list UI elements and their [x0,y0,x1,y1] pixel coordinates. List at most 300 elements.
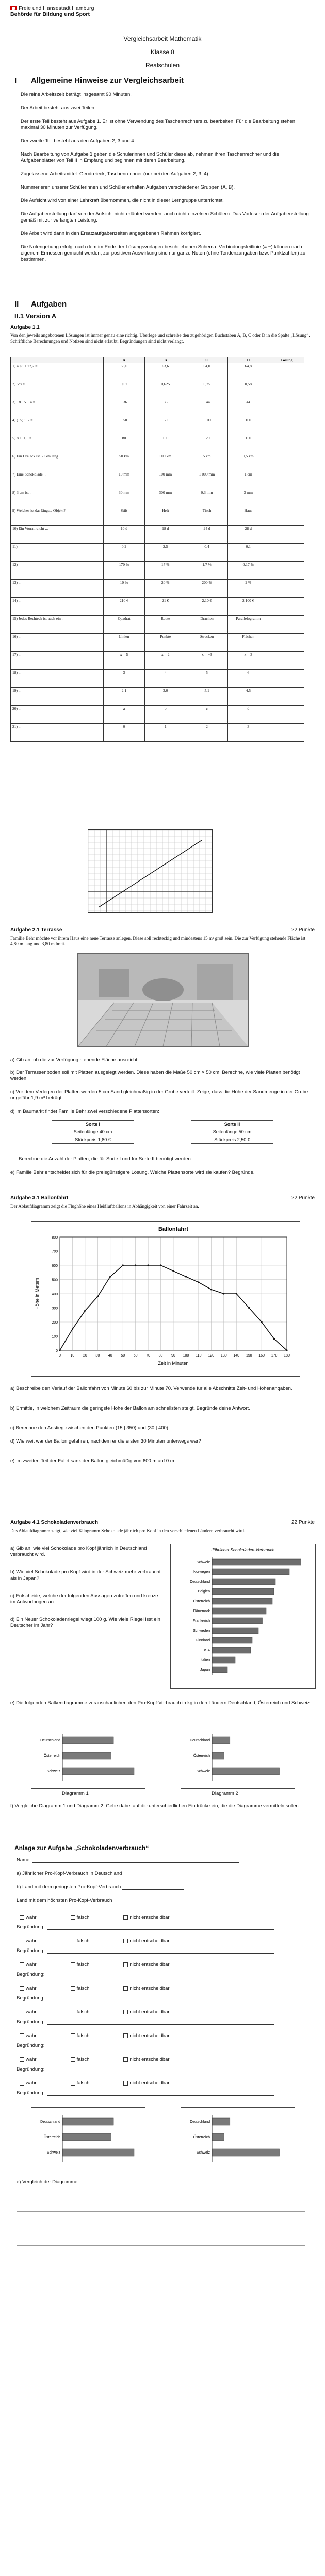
answer-cell[interactable] [269,399,304,417]
name-field[interactable] [32,1857,239,1863]
answer-checkbox[interactable] [20,2057,24,2062]
x-tick-label: 160 [258,1354,265,1358]
diagram-bar [212,2133,224,2141]
task-1-intro: Von den jeweils angebotenen Lösungen ist immer genau eine richtig. Überlege und schreibe den zugehörigen Buchstaben A, B, C oder D in die Spalte „Lösung“. Schriftliche Berechnungen und Notizen sind nicht erlaubt. Begründungen sind nicht verlangt. [10,333,310,344]
reason-row [17,2019,305,2025]
task-3b: b) Ermittle, in welchem Zeitraum die geringste Höhe der Ballon am schnellsten steigt. Begründe deine Antwort. [10,1405,250,1411]
checkbox-label: wahr [26,2009,37,2015]
table-row [11,598,304,616]
table-row [11,381,304,399]
question-cell: 11) [11,544,104,562]
answer-checkbox[interactable] [123,1986,128,1991]
checkbox-label: wahr [26,2080,37,2086]
hint-item: Nummerieren unserer Schülerinnen und Schüler erhalten Aufgaben verschiedener Gruppen (A, B). [21,184,235,190]
chart-title: Ballonfahrt [158,1226,189,1232]
answer-checkbox[interactable] [123,1939,128,1943]
answer-field-3[interactable] [113,1897,175,1903]
section-2-heading: II Aufgaben [14,300,67,309]
question-cell: 5) 80 · 1,5 = [11,435,104,453]
data-point [273,1338,275,1340]
choice-row [17,2080,305,2086]
chocolate-chart-title: Jährlicher Schokoladen-Verbrauch [211,1548,275,1552]
answer-checkbox[interactable] [71,2010,75,2014]
option-cell: 0,17 % [228,562,269,580]
option-cell: 0,3 mm [186,489,228,507]
choice-row [17,1914,305,1920]
country-label: Deutschland [190,1580,210,1584]
option-cell: Tisch [186,507,228,526]
option-cell: 30 mm [103,489,144,507]
answer-checkbox[interactable] [20,2081,24,2086]
option-cell: x = 5 [103,652,144,670]
reason-field[interactable] [47,2066,274,2072]
title-subject: Vergleichsarbeit Mathematik [123,35,202,42]
option-cell: 3 mm [228,489,269,507]
checkbox-label: nicht entscheidbar [129,2009,170,2015]
option-cell: 0,5 km [228,453,269,471]
reason-row [17,2066,305,2072]
option-cell: 64,8 [228,363,269,381]
option-cell: x = 2 [145,652,186,670]
option-cell: 210 € [103,598,144,616]
question-cell: 2) 5/8 = [11,381,104,399]
option-cell: c [186,706,228,724]
table-row [11,526,304,544]
option-cell: Quadrat [103,616,144,634]
task-3e: e) Im zweiten Teil der Fahrt sank der Ballon gleichmäßig von 600 m auf 0 m. [10,1458,176,1464]
reason-row [17,1995,305,2001]
option-cell: 10 % [103,580,144,598]
country-bar [212,1569,289,1575]
task-2e: e) Familie Behr entscheidet sich für die preisgünstigere Lösung. Welche Plattensorte wird sie kaufen? Begründe. [10,1170,255,1175]
diagram-bar [212,1737,230,1744]
answer-cell[interactable] [269,652,304,670]
writing-line[interactable] [17,2238,305,2246]
data-point [160,1264,161,1266]
option-cell: 2 % [228,580,269,598]
data-point [109,1276,111,1277]
answer-cell[interactable] [269,471,304,489]
reason-label: Begründung: [17,2066,45,2072]
answer-checkbox[interactable] [123,1915,128,1920]
option-cell: Flächen [228,634,269,652]
country-bar [212,1628,258,1634]
answer-checkbox[interactable] [20,1939,24,1943]
title-block [0,32,325,72]
answer-checkbox[interactable] [123,2010,128,2014]
diagram-bar [62,2118,113,2125]
checkbox-label: falsch [76,1914,90,1920]
option-cell: 18 d [145,526,186,544]
hint-item: Der Arbeit besteht aus zwei Teilen. [21,105,96,111]
answer-checkbox[interactable] [123,1962,128,1967]
option-cell: 36 [145,399,186,417]
diagram-1-label: Diagramm 1 [62,1791,89,1797]
diagram-bar [212,2149,280,2156]
option-cell: −36 [103,399,144,417]
answer-name-row: Name: [17,1857,305,1863]
option-cell: 120 [186,435,228,453]
answer-cell[interactable] [269,598,304,616]
writing-line[interactable] [17,2227,305,2234]
answer-checkbox[interactable] [71,1986,75,1991]
answer-cell[interactable] [269,435,304,453]
data-point [135,1264,136,1266]
task-3d: d) Wie weit war der Ballon gefahren, nachdem er die ersten 30 Minuten unterwegs war? [10,1438,201,1444]
option-cell: Drachen [186,616,228,634]
data-point [248,1307,250,1309]
reason-row [17,1971,305,1977]
option-cell: 3 [103,670,144,688]
option-cell: 5 [186,670,228,688]
country-bar [212,1588,274,1595]
data-point [210,1289,212,1290]
option-cell: 63,6 [145,363,186,381]
question-cell: 16) ... [11,634,104,652]
answer-cell[interactable] [269,507,304,526]
diagram-2-label: Diagramm 2 [212,1791,238,1797]
table-row [11,435,304,453]
country-bar [212,1608,266,1614]
task-2b: b) Der Terrassenboden soll mit Platten ausgelegt werden. Diese haben die Maße 50 cm × 50 cm. Berechne, wie viele Platten benötigt werden. [10,1070,300,1081]
answer-checkbox[interactable] [71,2057,75,2062]
checkbox-label: wahr [26,2033,37,2039]
task-2-intro: Familie Behr möchte vor ihrem Haus eine neue Terrasse anlegen. Diese soll rechteckig und mindestens 15 m² groß sein. Die zur Verfügung stehende Fläche ist 4,80 m lang und 3,80 m breit. [10,936,306,946]
answer-cell[interactable] [269,381,304,399]
table-row [11,453,304,471]
choice-row [17,1962,305,1968]
option-cell: 17 % [145,562,186,580]
question-cell: 18) ... [11,670,104,688]
header-authority: Freie und Hansestadt Hamburg [19,5,94,11]
answer-cell[interactable] [269,544,304,562]
option-cell: 0,1 [228,544,269,562]
option-cell: 100 [228,417,269,435]
x-tick-label: 40 [108,1354,112,1358]
option-cell: 4,5 [228,688,269,706]
x-tick-label: 0 [59,1354,61,1358]
x-tick-label: 180 [284,1354,290,1358]
option-cell: 2,10 € [186,598,228,616]
table-row [11,471,304,489]
checkbox-label: falsch [76,1986,90,1991]
answer-checkbox[interactable] [20,1915,24,1920]
reason-field[interactable] [47,2090,274,2096]
reason-label: Begründung: [17,2019,45,2025]
table-row [11,417,304,435]
reason-field[interactable] [47,1924,274,1930]
reason-label: Begründung: [17,1948,45,1954]
option-cell: 20 % [145,580,186,598]
balloon-chart [31,1221,300,1377]
bar-diagram-2 [181,1726,295,1789]
diagram-bar [62,1737,113,1744]
data-point [261,1321,263,1323]
x-tick-label: 60 [133,1354,138,1358]
diagram-country-label: Schweiz [46,2151,60,2155]
checkbox-label: nicht entscheidbar [129,1914,170,1920]
option-cell: x = −3 [186,652,228,670]
reason-field[interactable] [47,1971,274,1977]
table-row [11,634,304,652]
answer-cell[interactable] [269,670,304,688]
option-cell: 1 [145,724,186,742]
x-tick-label: 20 [83,1354,87,1358]
data-point [97,1296,99,1297]
answer-checkbox[interactable] [71,1915,75,1920]
answer-cell[interactable] [269,489,304,507]
choice-row [17,2009,305,2015]
data-point [72,1328,73,1330]
table-row [11,670,304,688]
hint-item: Der zweite Teil besteht aus den Aufgaben 2, 3 und 4. [21,138,136,144]
x-tick-label: 70 [146,1354,151,1358]
data-point [198,1281,199,1283]
question-cell: 4) (−5)² · 2 = [11,417,104,435]
task-3c: c) Berechne den Anstieg zwischen den Punkten (15 | 350) und (30 | 400). [10,1425,170,1431]
hint-item: Nach Bearbeitung von Aufgabe 1 geben die Schülerinnen und Schüler diese ab, nehmen ihren Taschenrechner und die Aufgabenblätter von Teil II in Empfang und beginnen mit deren Bearbeitung. [21,151,280,163]
y-tick-label: 600 [52,1264,58,1268]
checkbox-label: wahr [26,1986,37,1991]
option-cell: 21 € [145,598,186,616]
task-3-intro: Der Ablaufdiagramm zeigt die Flughöhe eines Heißluftballons in Abhängigkeit von einer Fahrzeit an. [10,1204,199,1209]
reason-field[interactable] [47,1947,274,1954]
choice-row [17,1986,305,1991]
option-cell: Parallelogramm [228,616,269,634]
answer-diagram-1 [31,2107,145,2170]
data-point [223,1293,224,1294]
option-cell: 50 [145,417,186,435]
country-bar [212,1618,263,1624]
plate-sort-1: Sorte I Seitenlänge 40 cm Stückpreis 1,80 € [52,1120,134,1144]
answer-checkbox[interactable] [71,2033,75,2038]
chocolate-chart [170,1544,316,1689]
option-cell: 200 % [186,580,228,598]
answer-checkbox[interactable] [71,2081,75,2086]
answer-checkbox[interactable] [123,2033,128,2038]
task-2d: d) Im Baumarkt findet Familie Behr zwei verschiedene Plattensorten: [10,1109,159,1114]
writing-line[interactable] [17,2215,305,2223]
diagram-country-label: Deutschland [190,1739,210,1742]
table-row [11,580,304,598]
diagram-bar [62,1768,134,1775]
option-cell: 4 [145,670,186,688]
choice-row [17,2033,305,2039]
country-label: Japan [200,1668,210,1672]
answer-checkbox[interactable] [123,2081,128,2086]
option-cell: 150 [228,435,269,453]
task-3-heading: Aufgabe 3.1 Ballonfahrt 22 Punkte [10,1195,315,1201]
question-cell: 17) ... [11,652,104,670]
answer-cell[interactable] [269,706,304,724]
answer-cell[interactable] [269,562,304,580]
option-cell: Stift [103,507,144,526]
task-2c: c) Vor dem Verlegen der Platten werden 5 cm Sand gleichmäßig in der Grube verteilt. Zeige, dass die Höhe der Sandmenge in der Grube ungefähr 1,9 m³ beträgt. [10,1089,308,1101]
data-point [148,1264,149,1266]
checkbox-label: nicht entscheidbar [129,2057,170,2062]
checkbox-label: nicht entscheidbar [129,1962,170,1968]
x-tick-label: 110 [196,1354,202,1358]
answer-checkbox[interactable] [20,2010,24,2014]
diagram-country-label: Deutschland [40,1739,60,1742]
table-header-cell: A [103,357,144,363]
answer-field-2[interactable] [122,1884,184,1890]
option-cell: 24 d [186,526,228,544]
option-cell: Heft [145,507,186,526]
table-row [11,489,304,507]
answer-checkbox[interactable] [71,1962,75,1967]
option-cell: Raute [145,616,186,634]
country-label: Frankreich [192,1619,210,1623]
hint-item: Die Aufgabenstellung darf von der Aufsicht nicht erläutert werden, auch nicht einzelnen Schülern. Das Vorlesen der Aufgabenstellung gemäß mit zur verlangten Leistung. [21,211,309,223]
answer-final: e) Vergleich der Diagramme [17,2179,78,2185]
hint-item: Die Arbeit wird dann in den Ersatzaufgabenzeiten angegebenen Rahmen korrigiert. [21,231,201,236]
country-bar [212,1667,228,1673]
table-header-cell: B [145,357,186,363]
option-cell: 0,4 [186,544,228,562]
option-cell: 3,0 [145,688,186,706]
table-row [11,399,304,417]
checkbox-label: falsch [76,2033,90,2039]
checkbox-label: falsch [76,2009,90,2015]
diagram-bar [212,2118,230,2125]
coordinate-grid [88,829,213,913]
option-cell: 2,1 [103,688,144,706]
option-cell: 1,7 % [186,562,228,580]
x-tick-label: 120 [208,1354,215,1358]
answer-checkbox[interactable] [71,1939,75,1943]
checkbox-label: wahr [26,1962,37,1968]
reason-row [17,2042,305,2048]
task-4e: e) Die folgenden Balkendiagramme veranschaulichen den Pro-Kopf-Verbrauch in kg in den Ländern Deutschland, Österreich und Schweiz. [10,1700,312,1706]
checkbox-label: falsch [76,2080,90,2086]
option-cell: 80 [103,435,144,453]
answer-checkbox[interactable] [20,2033,24,2038]
title-school: Realschulen [145,62,180,69]
option-cell: 100 [145,435,186,453]
option-cell: −50 [103,417,144,435]
answer-checkbox[interactable] [20,1986,24,1991]
option-cell: 0,2 [103,544,144,562]
checkbox-label: wahr [26,1914,37,1920]
y-tick-label: 200 [52,1321,58,1325]
answer-cell[interactable] [269,363,304,381]
question-cell: 14) ... [11,598,104,616]
diagram-country-label: Österreich [43,1754,60,1758]
answer-cell[interactable] [269,526,304,544]
country-bar [212,1657,235,1663]
reason-field[interactable] [47,1995,274,2001]
answer-cell[interactable] [269,688,304,706]
reason-field[interactable] [47,2042,274,2048]
option-cell: 63,0 [103,363,144,381]
option-cell: 5 km [186,453,228,471]
option-cell: 64,0 [186,363,228,381]
answer-checkbox[interactable] [20,1962,24,1967]
header-department: Behörde für Bildung und Sport [10,11,90,18]
task-4a: a) Gib an, wie viel Schokolade pro Kopf jährlich in Deutschland verbraucht wird. [10,1546,147,1557]
question-cell: 6) Ein Dreieck ist 50 km lang ... [11,453,104,471]
reason-field[interactable] [47,2019,274,2025]
answer-cell[interactable] [269,417,304,435]
checkbox-label: nicht entscheidbar [129,1986,170,1991]
diagram-country-label: Deutschland [190,2120,210,2124]
title-grade: Klasse 8 [150,48,175,56]
answer-checkbox[interactable] [123,2057,128,2062]
plate-sort-2: Sorte II Seitenlänge 50 cm Stückpreis 2,50 € [191,1120,273,1144]
reason-label: Begründung: [17,1972,45,1977]
checkbox-label: wahr [26,2057,37,2062]
x-tick-label: 150 [246,1354,252,1358]
writing-line[interactable] [17,2204,305,2212]
writing-line[interactable] [17,2193,305,2200]
x-tick-label: 80 [158,1354,163,1358]
option-cell: Punkte [145,634,186,652]
table-row [11,724,304,742]
question-cell: 13) ... [11,580,104,598]
table-row [11,544,304,562]
question-cell: 9) Welches ist das längste Objekt? [11,507,104,526]
country-label: Dänemark [193,1609,210,1613]
checkbox-label: wahr [26,1938,37,1944]
x-tick-label: 10 [70,1354,75,1358]
writing-line[interactable] [17,2249,305,2257]
country-bar [212,1579,275,1585]
x-axis-label: Zeit in Minuten [158,1361,189,1366]
option-cell: 10 d [103,526,144,544]
question-cell: 20) ... [11,706,104,724]
country-label: Belgien [198,1590,210,1594]
option-cell: 300 mm [145,489,186,507]
country-bar [212,1647,251,1653]
country-label: Schweden [193,1629,210,1633]
hint-item: Die reine Arbeitszeit beträgt insgesamt 90 Minuten. [21,92,132,97]
answer-cell[interactable] [269,616,304,634]
table-row [11,363,304,381]
terrace-photo [77,953,249,1047]
country-label: Österreich [193,1600,210,1603]
option-cell: 6,25 [186,381,228,399]
question-cell: 15) Jedes Rechteck ist auch ein ... [11,616,104,634]
hint-item: Die Notengebung erfolgt nach dem im Ende der Lösungsvorlagen beschriebenen Schema. Verbindungsleitlinie (= −) können nach eigenem Ermessen gemacht werden, zur positiven Auswirkung sind nur ganze Noten (ohne Tendenzangaben bzw. Punktzahlen) zu bestimmen. [21,244,306,262]
y-tick-label: 800 [52,1236,58,1240]
table-header-cell: D [228,357,269,363]
x-tick-label: 90 [171,1354,175,1358]
answer-cell[interactable] [269,580,304,598]
choice-row [17,1938,305,1944]
country-bar [212,1559,301,1565]
y-tick-label: 300 [52,1307,58,1311]
answer-field-1[interactable] [123,1870,185,1876]
diagram-bar [62,2133,111,2141]
y-tick-label: 100 [52,1335,58,1339]
answer-cell[interactable] [269,724,304,742]
y-tick-label: 700 [52,1250,58,1254]
hamburg-flag-icon [10,6,17,10]
table-row [11,706,304,724]
option-cell: 2 100 € [228,598,269,616]
option-cell: 500 km [145,453,186,471]
diagram-country-label: Österreich [43,2136,60,2139]
question-cell: 21) ... [11,724,104,742]
task-2-heading: Aufgabe 2.1 Terrasse 22 Punkte [10,927,315,933]
answer-cell[interactable] [269,453,304,471]
option-cell: 1 cm [228,471,269,489]
x-tick-label: 100 [183,1354,189,1358]
question-cell: 12) [11,562,104,580]
option-cell: 2,5 [145,544,186,562]
answer-cell[interactable] [269,634,304,652]
